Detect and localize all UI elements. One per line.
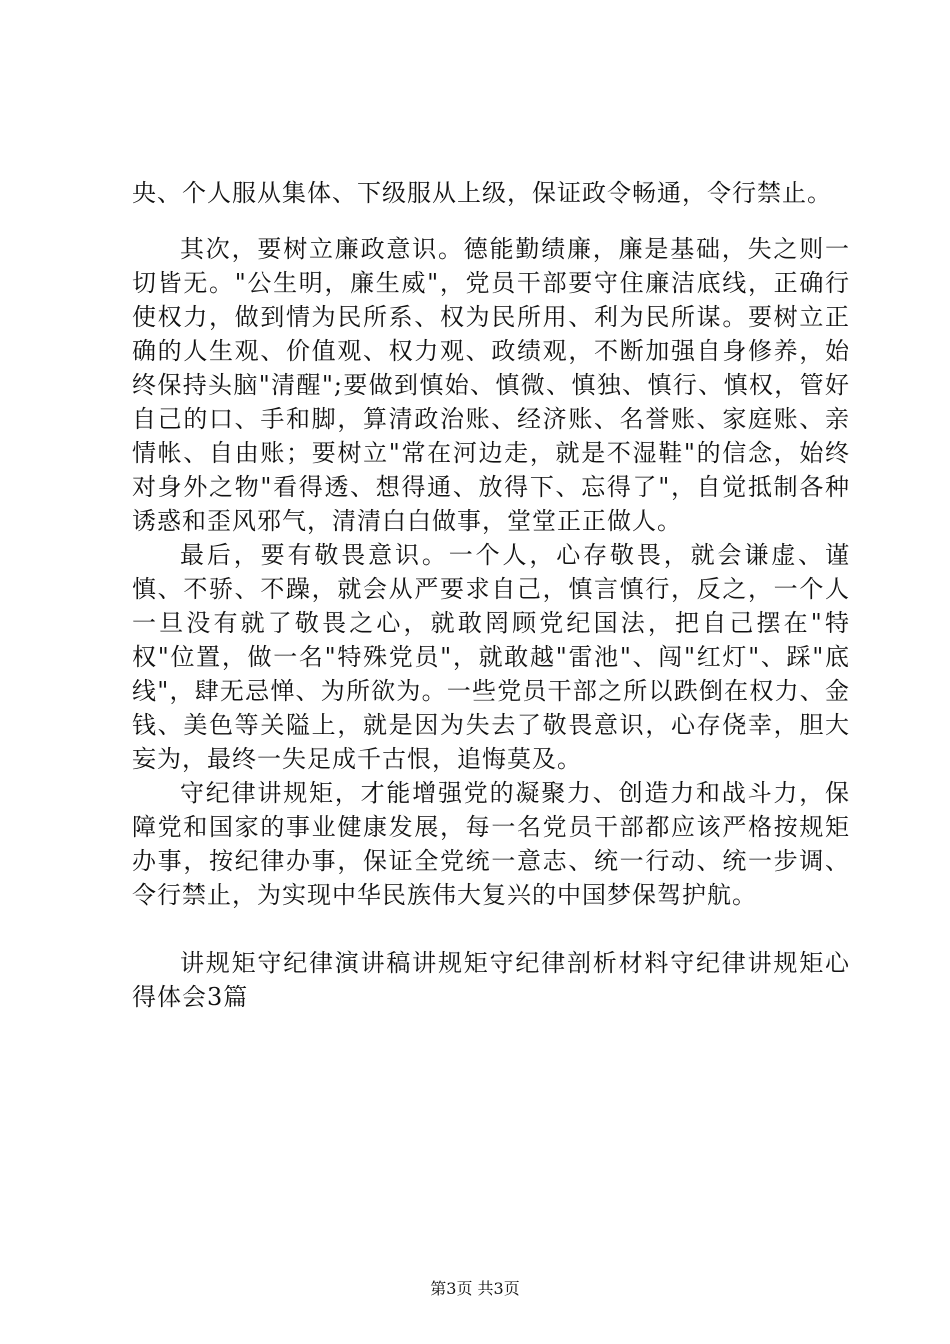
paragraph-gap — [132, 912, 850, 946]
paragraph-gap — [132, 210, 850, 232]
page-number-footer: 第3页 共3页 — [430, 1279, 520, 1298]
paragraph-conclusion: 守纪律讲规矩，才能增强党的凝聚力、创造力和战斗力，保障党和国家的事业健康发展，每一名党员干部都应该严格按规矩办事，按纪律办事，保证全党统一意志、统一行动、统一步调、令行禁止，为实现中华民族伟大复兴的中国梦保驾护航。 — [132, 779, 850, 909]
paragraph-integrity: 其次，要树立廉政意识。德能勤绩廉，廉是基础，失之则一切皆无。"公生明，廉生威"，党员干部要守住廉洁底线，正确行使权力，做到情为民所系、权为民所用、利为民所谋。要树立正确的人生观、价值观、权力观、政绩观，不断加强自身修养，始终保持头脑"清醒";要做到慎始、慎微、慎独、慎行、慎权，管好自己的口、手和脚，算清政治账、经济账、名誉账、家庭账、亲情帐、自由账；要树立"常在河边走，就是不湿鞋"的信念，始终对身外之物"看得透、想得通、放得下、忘得了"，自觉抵制各种诱惑和歪风邪气，清清白白做事，堂堂正正做人。 — [132, 235, 850, 535]
paragraph-reverence: 最后，要有敬畏意识。一个人，心存敬畏，就会谦虚、谨慎、不骄、不躁，就会从严要求自己，慎言慎行，反之，一个人一旦没有就了敬畏之心，就敢罔顾党纪国法，把自己摆在"特权"位置，做一名"特殊党员"，就敢越"雷池"、闯"红灯"、踩"底线"，肆无忌惮、为所欲为。一些党员干部之所以跌倒在权力、金钱、美色等关隘上，就是因为失去了敬畏意识，心存侥幸，胆大妄为，最终一失足成千古恨，追悔莫及。 — [132, 541, 850, 773]
paragraph-related-titles: 讲规矩守纪律演讲稿讲规矩守纪律剖析材料守纪律讲规矩心得体会3篇 — [132, 949, 850, 1011]
document-body — [132, 176, 850, 1014]
paragraph-continuation: 央、个人服从集体、下级服从上级，保证政令畅通，令行禁止。 — [132, 179, 832, 207]
